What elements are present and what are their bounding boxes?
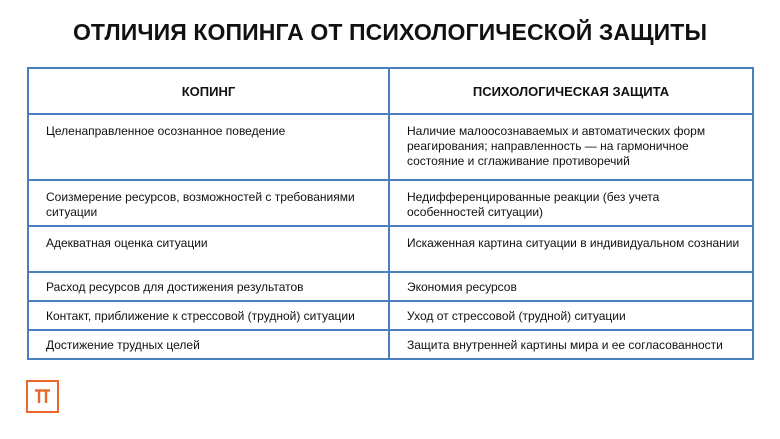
table-row bbox=[28, 114, 753, 180]
column-header-defense: ПСИХОЛОГИЧЕСКАЯ ЗАЩИТА bbox=[389, 68, 753, 114]
table-cell-coping: Целенаправленное осознанное поведение bbox=[28, 114, 389, 180]
page-title: ОТЛИЧИЯ КОПИНГА ОТ ПСИХОЛОГИЧЕСКОЙ ЗАЩИТЫ bbox=[72, 19, 708, 45]
table-cell-defense: Уход от стрессовой (трудной) ситуации bbox=[389, 301, 753, 330]
table-row bbox=[28, 301, 753, 330]
table-row bbox=[28, 180, 753, 226]
table-cell-coping: Контакт, приближение к стрессовой (трудной) ситуации bbox=[28, 301, 389, 330]
table-row bbox=[28, 272, 753, 301]
table-cell-defense: Недифференцированные реакции (без учета особенностей ситуации) bbox=[389, 180, 753, 226]
logo bbox=[26, 380, 59, 413]
pi-icon bbox=[28, 382, 57, 411]
table-cell-coping: Достижение трудных целей bbox=[28, 330, 389, 359]
table-cell-coping: Соизмерение ресурсов, возможностей с требованиями ситуации bbox=[28, 180, 389, 226]
table-row bbox=[28, 330, 753, 359]
table-cell-defense: Наличие малоосознаваемых и автоматических форм реагирования; направленность — на гармоничное состояние и сглаживание противоречий bbox=[389, 114, 753, 180]
table-row bbox=[28, 226, 753, 272]
table-cell-coping: Адекватная оценка ситуации bbox=[28, 226, 389, 272]
table-cell-defense: Защита внутренней картины мира и ее согласованности bbox=[389, 330, 753, 359]
table-header-row bbox=[28, 68, 753, 114]
table-cell-defense: Экономия ресурсов bbox=[389, 272, 753, 301]
column-header-coping: КОПИНГ bbox=[28, 68, 389, 114]
table-cell-coping: Расход ресурсов для достижения результатов bbox=[28, 272, 389, 301]
comparison-table bbox=[27, 67, 754, 360]
table-cell-defense: Искаженная картина ситуации в индивидуальном сознании bbox=[389, 226, 753, 272]
